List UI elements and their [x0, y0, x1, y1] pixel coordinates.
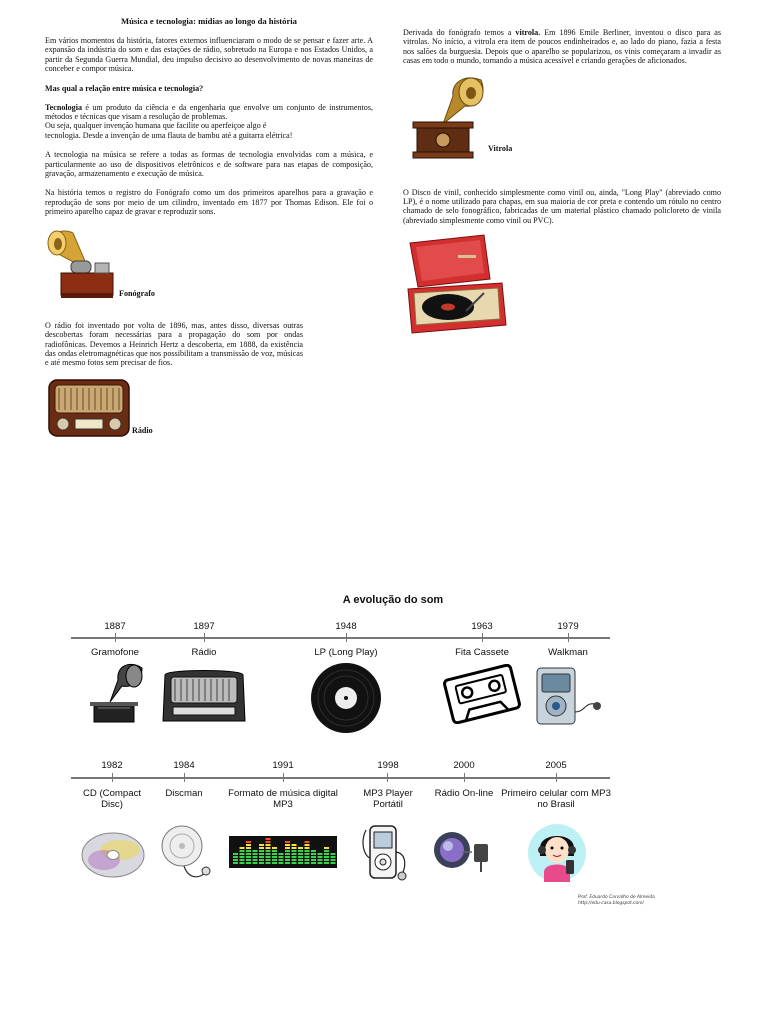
timeline-tick: [482, 633, 483, 642]
vitrola-caption: Vitrola: [488, 143, 513, 153]
vitrola-figure: [403, 76, 721, 176]
radio-icon: [159, 667, 249, 725]
timeline-line-row2: [71, 777, 610, 779]
radio-paragraph: O rádio foi inventado por volta de 1896, mas, antes disso, diversas outras descobertas foram necessárias para a propagação do som por ondas radiofônicas. Devemos a Heinrich Hertz a descoberta, em 1888, da existência das ondas eletromagnéticas que nos possibilitam a transmissão de voz, músicas e até mesmo fotos sem precisar de fios.: [45, 320, 303, 368]
technology-definition: [45, 103, 373, 122]
gramophone-icon: [88, 662, 144, 726]
vitrola-text-post: Em 1896 Emile Berliner, inventou o disco para as vitrolas. No início, a vitrola era item de poucos endinheirados e, ao lado do piano, fazia a festa nos salões da burguesia. Depois que o aparelho se popularizou, os vinis começaram a invadir as casas em todo o mundo, tornando a música acessível e criando gerações de aficionados.: [403, 28, 722, 66]
technology-example: Ou seja, qualquer invenção humana que facilite ou aperfeiçoe algo é tecnologia. Desde a invenção de uma flauta de bambu até a guitarra elétrica!: [45, 121, 293, 140]
timeline-year: 1979: [557, 621, 579, 632]
timeline-year: 1963: [471, 621, 493, 632]
vinyl-paragraph: O Disco de vinil, conhecido simplesmente como vinil ou, ainda, "Long Play" (abreviado como LP), é o nome utilizado para chapas, em sua maioria de cor preta e contendo um rótulo no centro chamado de selo fonográfico, fabricadas de um material plástico chamado policloreto de vinila (abreviado simplesmente como vinil ou PVC).: [403, 187, 721, 225]
document-title: Música e tecnologia: mídias ao longo da história: [121, 16, 297, 26]
technology-definition-text: é um produto da ciência e da engenharia que envolve um conjunto de instrumentos, métodos e técnicas que visam a resolução de problemas.: [45, 102, 373, 122]
vitrola-term: vitrola.: [515, 28, 541, 37]
credit-url: http://edu-casa.blogspot.com/: [578, 901, 644, 906]
radio-figure: [45, 378, 373, 448]
left-column: [45, 16, 373, 448]
timeline-year: 1897: [193, 621, 215, 632]
timeline-tick: [387, 773, 388, 782]
phonograph-image: [45, 227, 117, 301]
timeline-tick: [283, 773, 284, 782]
mp3-player-icon: [362, 822, 412, 882]
vitrola-text-pre: Derivada do fonógrafo temos a: [403, 28, 516, 37]
vinyl-record-icon: [309, 661, 383, 735]
turntable-figure: [403, 233, 721, 343]
timeline-year: 1948: [335, 621, 357, 632]
cassette-tape-icon: [442, 664, 522, 724]
credit-author: Prof. Eduardo Carvalho de Almeida: [578, 895, 655, 900]
equalizer-icon: [229, 836, 337, 868]
radio-image: [47, 378, 131, 440]
timeline-label: CD (Compact Disc): [82, 788, 142, 810]
timeline-label: MP3 Player Portátil: [363, 788, 413, 810]
timeline-label: Primeiro celular com MP3 no Brasil: [501, 788, 611, 810]
timeline-year: 1998: [377, 760, 399, 771]
discman-icon: [156, 822, 216, 884]
right-column: [403, 28, 721, 343]
timeline-year: 2005: [545, 760, 567, 771]
timeline-tick: [204, 633, 205, 642]
timeline-label: Formato de música digital MP3: [228, 788, 338, 810]
timeline-tick: [556, 773, 557, 782]
vitrola-image: [409, 76, 487, 164]
timeline-tick: [346, 633, 347, 642]
timeline-tick: [464, 773, 465, 782]
credit-block: [578, 895, 655, 907]
timeline-tick: [112, 773, 113, 782]
turntable-image: [404, 233, 508, 341]
timeline-year: 1982: [101, 760, 123, 771]
timeline-year: 1887: [104, 621, 126, 632]
question-heading: Mas qual a relação entre música e tecnologia?: [45, 83, 204, 93]
timeline-label: Gramofone: [91, 647, 139, 658]
intro-paragraph: Em vários momentos da história, fatores externos influenciaram o modo de se pensar e fazer arte. A expansão da indústria do som e das estações de rádio, sobretudo na Europa e nos Estados Unidos, a partir da Segunda Guerra Mundial, deu impulso decisivo ao desenvolvimento de novas maneiras de conceber e compor música.: [45, 36, 373, 74]
compact-disc-icon: [80, 830, 146, 880]
timeline-tick: [115, 633, 116, 642]
timeline-label: Fita Cassete: [455, 647, 509, 658]
vitrola-paragraph: [403, 28, 721, 66]
timeline-year: 1991: [272, 760, 294, 771]
timeline-year: 1984: [173, 760, 195, 771]
phonograph-caption: Fonógrafo: [119, 288, 155, 298]
radio-caption: Rádio: [132, 425, 153, 435]
timeline-label: Walkman: [548, 647, 588, 658]
timeline-label: LP (Long Play): [314, 647, 378, 658]
timeline-label: Discman: [165, 788, 203, 799]
technology-term: Tecnologia: [45, 102, 83, 112]
timeline-tick: [184, 773, 185, 782]
timeline-line-row1: [71, 637, 610, 639]
timeline-label: Rádio On-line: [434, 788, 494, 799]
online-radio-icon: [432, 828, 498, 876]
timeline-label: Rádio: [191, 647, 217, 658]
cellphone-music-icon: [526, 822, 588, 884]
phonograph-figure: [45, 227, 373, 309]
phonograph-paragraph: Na história temos o registro do Fonógrafo como um dos primeiros aparelhos para a gravação e reprodução de sons por meio de um cilindro, inventado em 1877 por Thomas Edison. Ele foi o primeiro aparelho capaz de gravar e reproduzir sons.: [45, 188, 373, 217]
timeline-tick: [568, 633, 569, 642]
walkman-icon: [533, 666, 605, 728]
timeline-title: A evolução do som: [342, 594, 444, 606]
timeline-year: 2000: [453, 760, 475, 771]
technology-music-paragraph: A tecnologia na música se refere a todas as formas de tecnologia envolvidas com a música, e particularmente ao uso de dispositivos eletrônicos e de software para nas etapas de composição, gravação, armazenamento e execução de música.: [45, 150, 373, 179]
